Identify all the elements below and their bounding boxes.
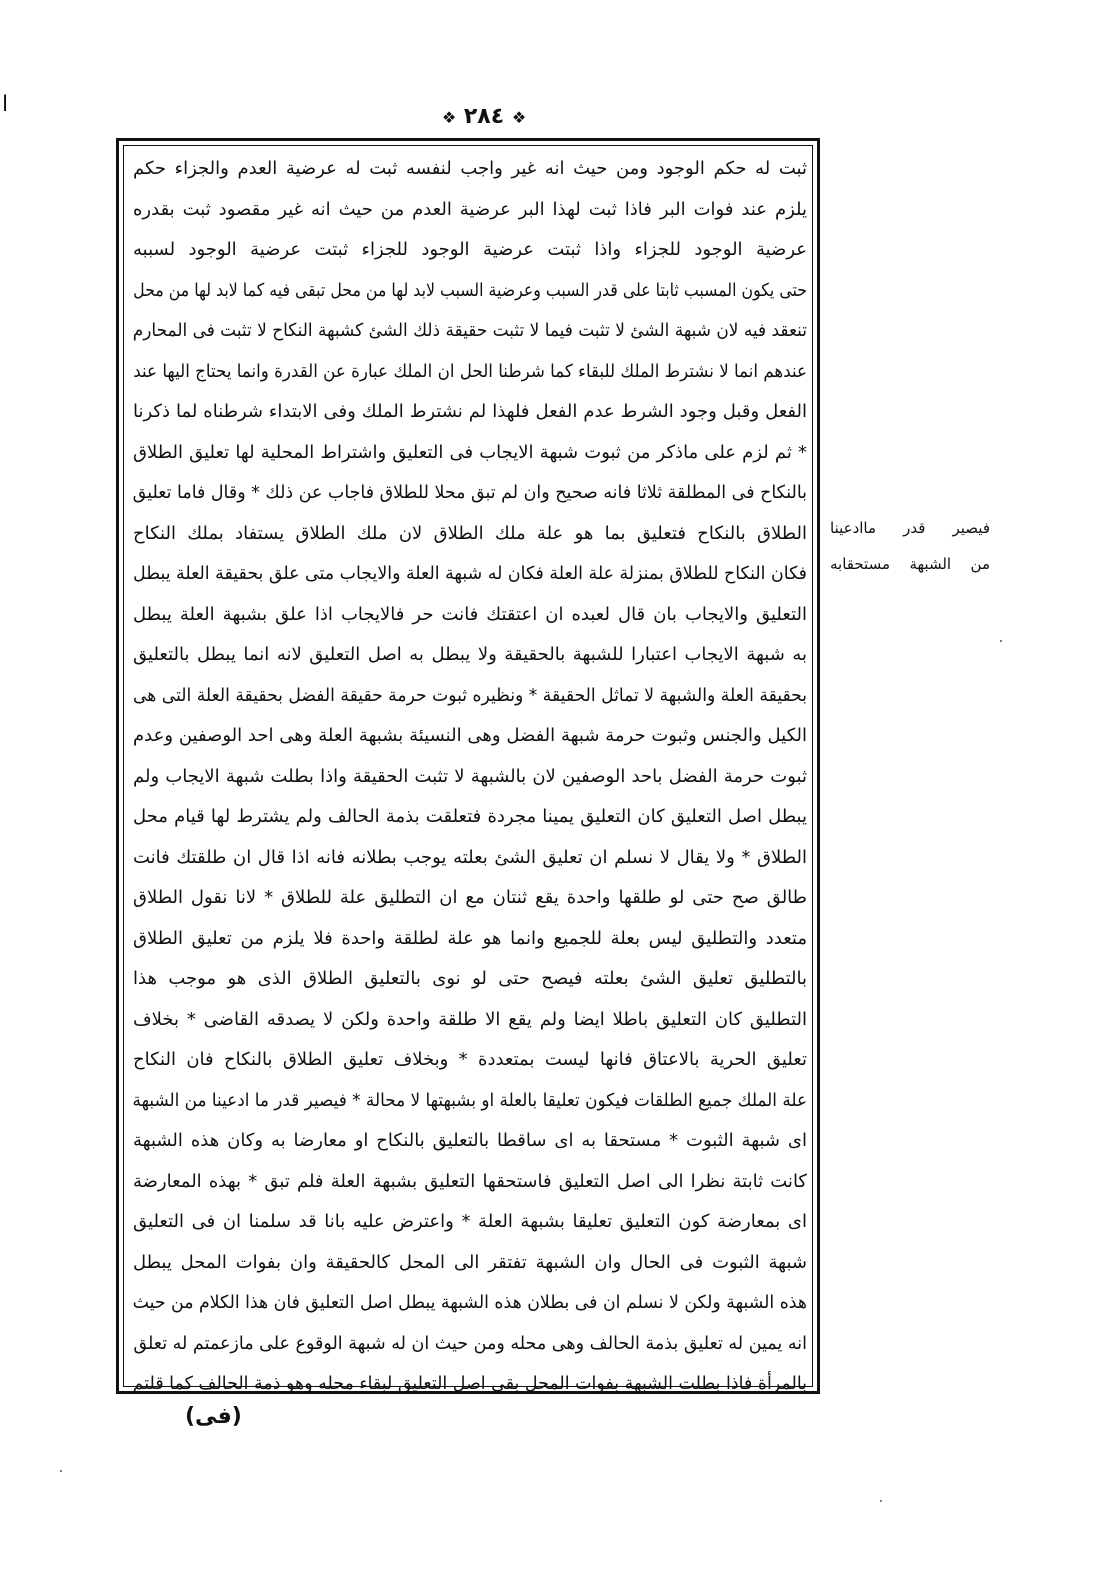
text-frame [116, 138, 820, 1394]
text-line: علة الملك جميع الطلقات فيكون تعليقا بالعلة او بشبهتها لا محالة * فيصير قدر ما ادعينا من الشبهة [132, 1089, 808, 1111]
scan-speck [1000, 640, 1002, 642]
text-line: به شبهة الايجاب اعتبارا للشبهة بالحقيقة ولا يبطل به اصل التعليق لانه انما يبطل بالتعليق [133, 644, 807, 665]
text-line: يبطل اصل التعليق كان التعليق يمينا مجردة فتعلقت بذمة الحالف ولم يشترط لها قيام محل [133, 806, 807, 827]
text-line: بحقيقة العلة والشبهة لا تماثل الحقيقة * ونظيره ثبوت حرمة حقيقة الفضل بحقيقة العلة التى هى [132, 684, 808, 706]
text-line: بالتطليق تعليق الشئ بعلته فيصح حتى لو نوى بالتعليق الطلاق الذى هو موجب هذا [133, 968, 807, 989]
text-line: تعليق الحرية بالاعتاق فانها ليست بمتعددة * وبخلاف تعليق الطلاق بالنكاح فان النكاح [133, 1049, 807, 1070]
text-line: عندهم انما لا نشترط الملك للبقاء كما شرطنا الحل ان الملك عبارة عن القدرة وانما يحتاج اليها عند [133, 360, 807, 382]
text-line: الفعل وقبل وجود الشرط عدم الفعل فلهذا لم نشترط الملك وفى الابتداء شرطناه لما ذكرنا [133, 401, 807, 422]
scan-speck [880, 1500, 882, 1502]
text-line: حتى يكون المسبب ثابتا على قدر السبب وعرضية السبب لابد لها من محل تبقى فيه كما لابد لها من محل [133, 279, 807, 301]
text-line: * ثم لزم على ماذكر من ثبوت شبهة الايجاب فى التعليق واشتراط المحلية لها تعليق الطلاق [133, 441, 807, 463]
text-line: اى بمعارضة كون التعليق تعليقا بشبهة العلة * واعترض عليه بانا قد سلمنا ان فى التعليق [133, 1211, 807, 1232]
text-line: كانت ثابتة نظرا الى اصل التعليق فاستحقها التعليق بشبهة العلة فلم تبق * بهذه المعارضة [133, 1170, 807, 1192]
edge-mark: ا [2, 92, 9, 117]
text-line: فكان النكاح للطلاق بمنزلة علة العلة فكان له شبهة العلة والايجاب متى علق بحقيقة العلة يبطل [133, 563, 807, 584]
page-number: ٢٨٤ [463, 104, 505, 129]
ornament-icon: ❖ [441, 108, 457, 127]
text-line: التطليق كان التعليق باطلا ايضا ولم يقع الا طلقة واحدة ولكن لا يصدقه القاضى * بخلاف [133, 1008, 807, 1030]
text-line: هذه الشبهة ولكن لا نسلم ان فى بطلان هذه الشبهة يبطل اصل التعليق فان هذا الكلام من حيث [132, 1292, 807, 1313]
text-line: اى شبهة الثبوت * مستحقا به اى ساقطا بالتعليق بالنكاح او معارضا به وكان هذه الشبهة [133, 1130, 807, 1151]
text-line: يلزم عند فوات البر فاذا ثبت لهذا البر عرضية العدم من حيث انه غير مقصود ثبت بقدره [133, 198, 807, 220]
text-line: التعليق والايجاب بان قال لعبده ان اعتقتك فانت حر فالايجاب اذا علق بشبهة العلة يبطل [133, 603, 807, 625]
text-line: بالنكاح فى المطلقة ثلاثا فانه صحيح وان لم تبق محلا للطلاق فاجاب عن ذلك * وقال فاما تعليق [132, 482, 807, 503]
text-line: الطلاق * ولا يقال لا نسلم ان تعليق الشئ بعلته يوجب بطلانه فانه اذا قال ان طلقتك فانت [133, 846, 807, 868]
text-line: انه يمين له تعليق بذمة الحالف وهى محله ومن حيث ان له شبهة الوقوع على مازعمتم له تعلق [133, 1332, 808, 1354]
main-text [133, 149, 807, 1405]
text-line: طالق صح حتى لو طلقها واحدة يقع ثنتان مع ان التطليق علة للطلاق * لانا نقول الطلاق [133, 887, 807, 908]
text-line: شبهة الثبوت فى الحال وان الشبهة تفتقر الى المحل كالحقيقة وان بفوات المحل يبطل [133, 1251, 807, 1273]
ornament-icon: ❖ [511, 108, 527, 127]
text-line: متعدد والتطليق ليس بعلة للجميع وانما هو علة لطلقة واحدة فلا يلزم من تعليق الطلاق [133, 927, 807, 949]
scan-speck [60, 1470, 62, 1472]
margin-note [830, 510, 990, 582]
text-line: بالمرأة فاذا بطلت الشبهة بفوات المحل بقى اصل التعليق لبقاء محله وهو ذمة الحالف كما قلتم [132, 1373, 807, 1394]
text-line: الطلاق بالنكاح فتعليق بما هو علة ملك الطلاق لان ملك الطلاق يستفاد بملك النكاح [133, 522, 807, 544]
text-line: ثبت له حكم الوجود ومن حيث انه غير واجب لنفسه ثبت له عرضية العدم والجزاء حكم [133, 158, 807, 179]
text-line: عرضية الوجود للجزاء واذا ثبتت عرضية الوجود للجزاء ثبتت عرضية الوجود لسببه [133, 239, 807, 260]
catchword: (فى) [185, 1404, 242, 1429]
page-number-header [434, 104, 534, 129]
text-line: ثبوت حرمة الفضل باحد الوصفين لان بالشبهة لا تثبت الحقيقة واذا بطلت شبهة الايجاب ولم [133, 765, 807, 787]
text-line: تنعقد فيه لان شبهة الشئ لا تثبت فيما لا تثبت حقيقة ذلك الشئ كشبهة النكاح لا تثبت فى المحارم [132, 320, 808, 341]
margin-note-line: فيصير قدر ماادعينا [830, 519, 990, 537]
margin-note-line: من الشبهة مستحقابه [830, 555, 990, 573]
text-line: الكيل والجنس وثبوت حرمة شبهة الفضل وهى النسيئة بشبهة العلة وهى احد الوصفين وعدم [133, 725, 807, 746]
